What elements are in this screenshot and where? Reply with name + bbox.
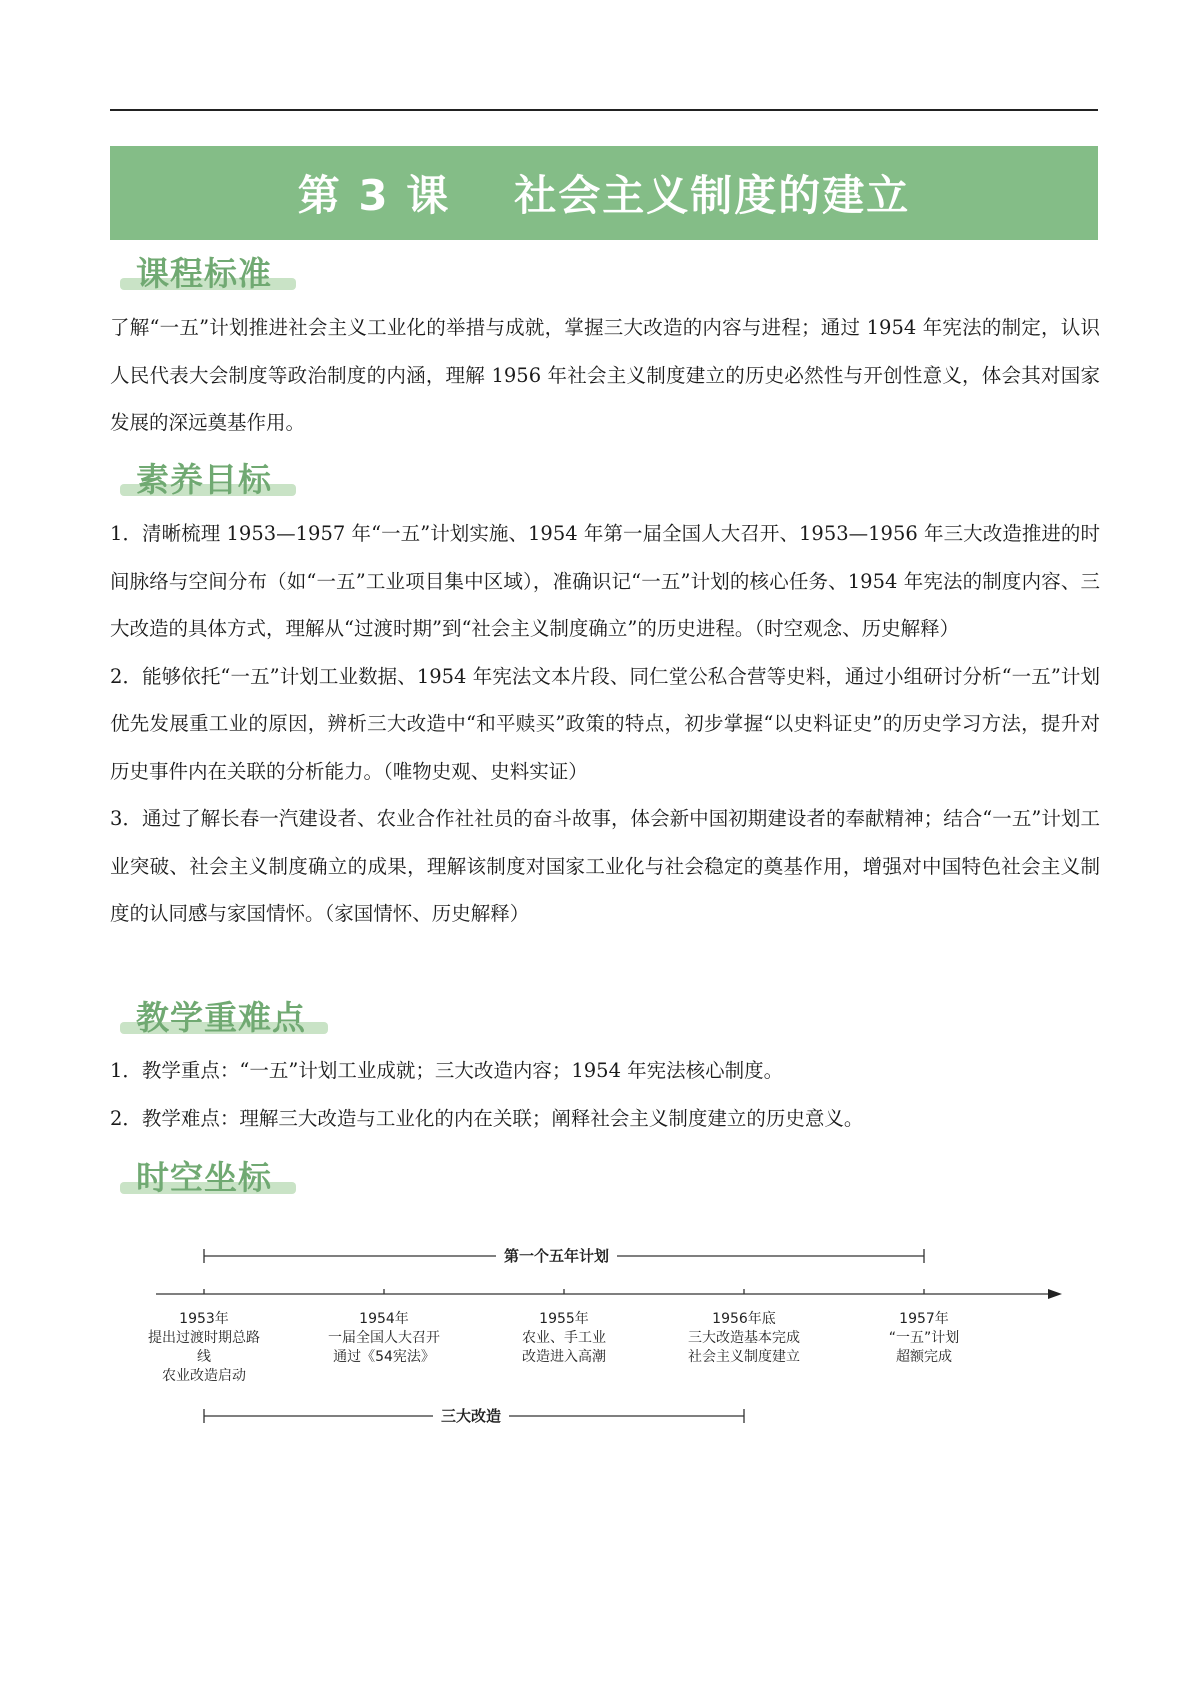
timeline-event-1957: 1957年 “一五”计划 超额完成 bbox=[888, 1311, 960, 1365]
section-heading-standard: 课程标准 bbox=[120, 248, 272, 296]
goal-item-2: 2．能够依托“一五”计划工业数据、1954 年宪法文本片段、同仁堂公私合营等史料，通过小组研讨分析“一五”计划优先发展重工业的原因，辨析三大改造中“和平赎买”政策的特点，初步掌握“以史料证史”的历史学习方法，提升对历史事件内在关联的分析能力。（唯物史观、史料实证） bbox=[110, 664, 1100, 783]
keypoint-item-2: 2．教学难点：理解三大改造与工业化的内在关联；阐释社会主义制度建立的历史意义。 bbox=[110, 1106, 864, 1130]
lesson-number: 第 3 课 bbox=[297, 171, 451, 220]
timeline-event-1956: 1956年底 三大改造基本完成 社会主义制度建立 bbox=[688, 1311, 800, 1365]
top-span-label: 第一个五年计划 bbox=[496, 1245, 617, 1266]
keypoint-item-1: 1．教学重点：“一五”计划工业成就；三大改造内容；1954 年宪法核心制度。 bbox=[110, 1059, 784, 1082]
goal-item-3: 3．通过了解长春一汽建设者、农业合作社社员的奋斗故事，体会新中国初期建设者的奉献精神；结合“一五”计划工业突破、社会主义制度确立的成果，理解该制度对国家工业化与社会稳定的奠基作用，增强对中国特色社会主义制度的认同感与家国情怀。（家国情怀、历史解释） bbox=[110, 807, 1100, 925]
timeline-event-1953: 1953年 提出过渡时期总路 线 农业改造启动 bbox=[148, 1311, 260, 1384]
goals-list bbox=[110, 510, 1100, 938]
section-heading-goals: 素养目标 bbox=[120, 454, 272, 502]
timeline-diagram bbox=[140, 1230, 1080, 1430]
bottom-span-label: 三大改造 bbox=[433, 1405, 509, 1426]
timeline-event-1955: 1955年 农业、手工业 改造进入高潮 bbox=[522, 1311, 606, 1365]
goal-item-1: 1．清晰梳理 1953—1957 年“一五”计划实施、1954 年第一届全国人大召开、1953—1956 年三大改造推进的时间脉络与空间分布（如“一五”工业项目集中区域），准确识记“一五”计划的核心任务、1954 年宪法的制度内容、三大改造的具体方式，理解从“过渡时期”到“社会主义制度确立”的历史进程。（时空观念、历史解释） bbox=[110, 522, 1100, 640]
section-heading-timeline: 时空坐标 bbox=[120, 1152, 272, 1200]
page-title: 社会主义制度的建立 bbox=[514, 171, 911, 220]
timeline-event-1954: 1954年 一届全国人大召开 通过《54宪法》 bbox=[328, 1311, 440, 1365]
title-banner bbox=[110, 146, 1098, 240]
top-rule bbox=[110, 109, 1098, 111]
standard-text: 了解“一五”计划推进社会主义工业化的举措与成就，掌握三大改造的内容与进程；通过 1954 年宪法的制定，认识人民代表大会制度等政治制度的内涵，理解 1956 年社会主义制度建立的历史必然性与开创性意义，体会其对国家发展的深远奠基作用。 bbox=[110, 316, 1100, 434]
keypoints-list bbox=[110, 1047, 1100, 1142]
section-heading-keypoints: 教学重难点 bbox=[120, 992, 306, 1040]
